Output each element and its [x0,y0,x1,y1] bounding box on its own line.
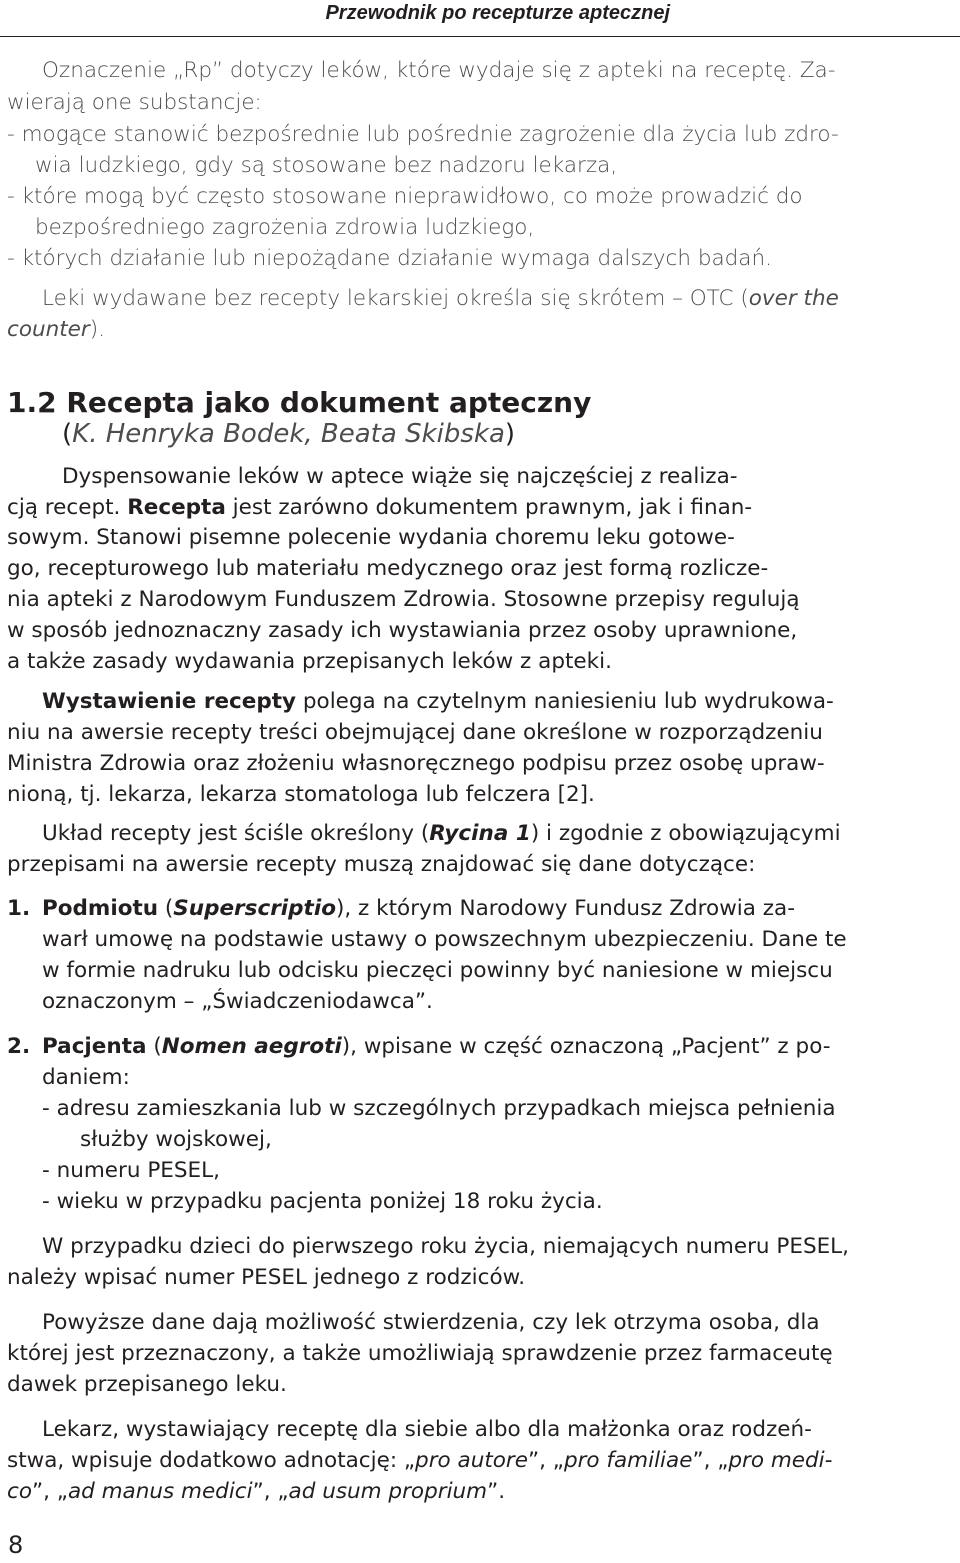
p4-line-2: należy wpisać numer PESEL jednego z rodziców. [7,1265,526,1290]
header-rule [0,36,960,37]
item2-bullet-1: - adresu zamieszkania lub w szczególnych przypadkach miejsca pełnienia [42,1096,836,1121]
intro-line-4: wia ludzkiego, gdy są stosowane bez nadzoru lekarza, [35,153,618,178]
item1-latin: Superscriptio [173,896,336,921]
item1-line-3: w formie nadruku lub odcisku pieczęci powinny być naniesione w miejscu [42,958,833,983]
item2-title: Pacjenta [42,1034,147,1059]
intro-line-7: - których działanie lub niepożądane działanie wymaga dalszych badań. [7,246,772,271]
p3-text: Układ recepty jest ściśle określony ( [42,821,430,846]
section-heading: 1.2 Recepta jako dokument apteczny [7,386,592,419]
item2-line-2: daniem: [42,1065,130,1090]
intro-line-8 [42,283,839,315]
p3-text-2: ) i zgodnie z obowiązującymi [530,821,841,846]
item2-paren: ( [146,1034,162,1059]
p3-line-2: przepisami na awersie recepty muszą znajdować się dane dotyczące: [7,852,756,877]
p6-sep-4: ”, „ [252,1479,289,1504]
item2-bullet-3: - wieku w przypadku pacjenta poniżej 18 roku życia. [42,1189,603,1214]
p1-text: cją recept. [7,495,128,520]
p1-line-3: sowym. Stanowi pisemne polecenie wydania choremu leku gotowe- [7,525,735,550]
item2-text: ), wpisane w część oznaczoną „Pacjent” z po- [341,1034,831,1059]
item1-line-1 [42,893,795,925]
p2-line-2: niu na awersie recepty treści obejmującej dane określone w rozporządzeniu [7,720,823,745]
p6-ad-usum-proprium: ad usum proprium [288,1479,488,1504]
p6-text: stwa, wpisuje dodatkowo adnotację: „ [7,1448,416,1473]
running-title: Przewodnik po recepturze aptecznej [325,2,670,24]
p5-line-2: której jest przeznaczony, a także umożliwiają sprawdzenie przez farmaceutę [7,1341,833,1366]
p1-line-4: go, recepturowego lub materiału medycznego oraz jest formą rozlicze- [7,556,769,581]
p2-line-3: Ministra Zdrowia oraz złożeniu własnoręcznego podpisu przez osobę upraw- [7,751,825,776]
p6-line-1: Lekarz, wystawiający receptę dla siebie albo dla małżonka oraz rodzeń- [42,1417,812,1442]
p5-line-3: dawek przepisanego leku. [7,1372,287,1397]
p6-end: ”. [487,1479,506,1504]
item2-number: 2. [7,1034,31,1059]
item2-bullet-2: - numeru PESEL, [42,1158,220,1183]
p1-line-6: w sposób jednoznaczny zasady ich wystawiania przez osoby uprawnione, [7,618,798,643]
p6-sep-3: ”, „ [31,1479,68,1504]
p6-pro-autore: pro autore [415,1448,528,1473]
item1-paren: ( [158,896,174,921]
p3-line-1 [42,818,841,850]
p1-line-5: nia apteki z Narodowym Funduszem Zdrowia. Stosowne przepisy regulują [7,587,800,612]
item1-line-2: warł umowę na podstawie ustawy o powszechnym ubezpieczeniu. Dane te [42,927,847,952]
item2-latin: Nomen aegroti [161,1034,342,1059]
p6-line-3 [7,1476,505,1508]
intro-line-5: - które mogą być często stosowane nieprawidłowo, co może prowadzić do [7,184,803,209]
section-authors [62,419,515,449]
intro-line-6: bezpośredniego zagrożenia zdrowia ludzkiego, [35,215,535,240]
intro-otc-close: ). [89,317,105,342]
p6-ad-manus-medici: ad manus medici [67,1479,253,1504]
p5-line-1: Powyższe dane dają możliwość stwierdzenia, czy lek otrzyma osoba, dla [42,1310,820,1335]
p2-text: polega na czytelnym naniesieniu lub wydrukowa- [296,689,834,714]
item1-line-4: oznaczonym – „Świadczeniodawca”. [42,989,433,1014]
p6-sep-2: ”, „ [692,1448,729,1473]
intro-line-3: - mogące stanowić bezpośrednie lub pośrednie zagrożenie dla życia lub zdro- [7,122,839,147]
p2-line-4: nioną, tj. lekarza, lekarza stomatologa lub felczera [2]. [7,782,595,807]
p6-pro-medico-end: co [7,1479,32,1504]
intro-line-9 [7,314,105,346]
p1-line-7: a także zasady wydawania przepisanych leków z apteki. [7,649,612,674]
intro-line-2: wierają one substancje: [7,90,262,115]
p4-line-1: W przypadku dzieci do pierwszego roku życia, niemających numeru PESEL, [42,1234,849,1259]
p2-line-1 [42,686,834,718]
item1-text: ), z którym Narodowy Fundusz Zdrowia za- [335,896,795,921]
intro-line-1: Oznaczenie „Rp” dotyczy leków, które wydaje się z apteki na receptę. Za- [42,58,836,83]
p1-text-2: jest zarówno dokumentem prawnym, jak i finan- [225,495,753,520]
intro-otc-italic-2: counter [7,317,90,342]
item2-bullet-1-cont: służby wojskowej, [80,1127,272,1152]
p1-line-2 [7,492,752,524]
item1-title: Podmiotu [42,896,159,921]
authors-names: K. Henryka Bodek, Beata Skibska [72,419,505,449]
p3-rycina[interactable]: Rycina 1 [429,821,531,846]
item2-line-1 [42,1031,831,1063]
intro-otc-text: Leki wydawane bez recepty lekarskiej określa się skrótem – OTC ( [42,286,749,311]
page-number: 8 [8,1531,24,1559]
item1-number: 1. [7,896,31,921]
p6-sep-1: ”, „ [527,1448,564,1473]
p6-pro-familiae: pro familiae [563,1448,693,1473]
p1-recepta-bold: Recepta [127,495,226,520]
intro-otc-italic: over the [748,286,839,311]
p6-pro-medico-start: pro medi- [728,1448,833,1473]
p6-line-2 [7,1445,832,1477]
p2-bold: Wystawienie recepty [42,689,297,714]
authors-close: ) [504,419,516,449]
authors-open: ( [62,419,73,449]
p1-line-1: Dyspensowanie leków w aptece wiąże się najczęściej z realiza- [62,464,738,489]
